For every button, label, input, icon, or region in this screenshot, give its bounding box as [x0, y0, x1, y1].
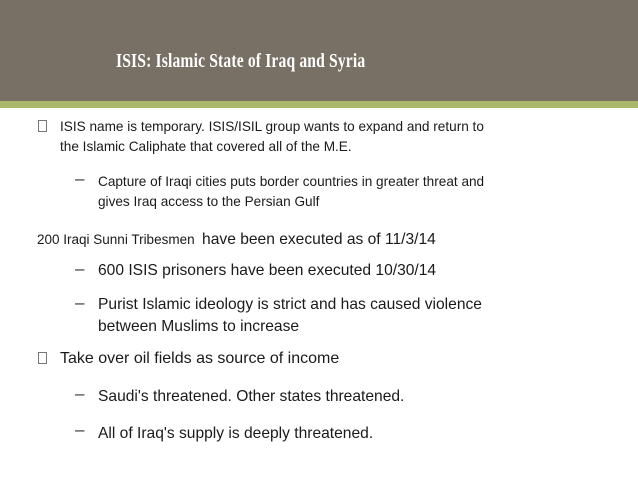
sub-2-text: 600 ISIS prisoners have been executed 10/30/14	[98, 262, 437, 279]
bullet-1-line-2: the Islamic Caliphate that covered all of the M.E.	[60, 139, 352, 154]
sub-bullet-dash: –	[75, 259, 85, 278]
square-bullet-icon	[38, 352, 47, 364]
sub-5-text: All of Iraq's supply is deeply threatened.	[98, 425, 374, 442]
tribesmen-count: 200 Iraqi Sunni Tribesmen	[37, 232, 195, 247]
sub-1-line-2: gives Iraq access to the Persian Gulf	[98, 194, 320, 209]
sub-1-line-1: Capture of Iraqi cities puts border countries in greater threat and	[98, 174, 485, 189]
sub-4-text: Saudi's threatened. Other states threatened.	[98, 388, 405, 405]
sub-bullet-dash: –	[75, 169, 85, 188]
bullet-2-text: Take over oil fields as source of income	[60, 350, 340, 367]
sub-bullet-dash: –	[75, 293, 85, 312]
slide-title: ISIS: Islamic State of Iraq and Syria	[116, 50, 366, 72]
title-bar-accent	[0, 101, 638, 108]
sub-bullet-dash: –	[75, 384, 85, 403]
tribesmen-line	[37, 229, 436, 250]
square-bullet-icon	[38, 120, 47, 132]
bullet-1-line-1: ISIS name is temporary. ISIS/ISIL group wants to expand and return to	[60, 119, 484, 134]
sub-bullet-dash: –	[75, 420, 85, 439]
sub-3-line-1: Purist Islamic ideology is strict and has caused violence	[98, 296, 482, 313]
tribesmen-status: have been executed as of 11/3/14	[202, 231, 436, 248]
sub-3-line-2: between Muslims to increase	[98, 318, 300, 335]
